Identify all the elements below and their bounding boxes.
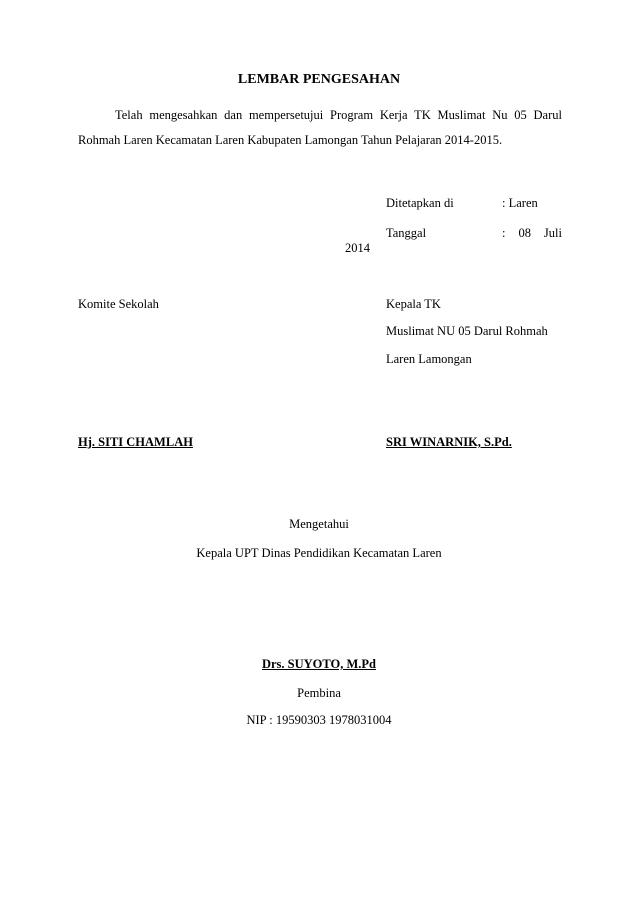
ditetapkan-value: : Laren [502,196,538,210]
tanggal-label: Tanggal [386,226,427,240]
komite-signatory-name: Hj. SITI CHAMLAH [78,435,193,449]
upt-position: Pembina [297,686,341,700]
intro-paragraph-line-2: Rohmah Laren Kecamatan Laren Kabupaten Lamongan Tahun Pelajaran 2014-2015. [78,133,503,147]
intro-paragraph-line-1: Telah mengesahkan dan mempersetujui Program Kerja TK Muslimat Nu 05 Darul [115,108,562,122]
komite-sekolah-title: Komite Sekolah [78,297,159,311]
tanggal-value [502,226,562,241]
kepala-upt-title: Kepala UPT Dinas Pendidikan Kecamatan Laren [196,546,442,560]
tanggal-year: 2014 [345,241,370,255]
kepala-tk-title-line-1: Kepala TK [386,297,441,311]
mengetahui-label: Mengetahui [289,517,349,531]
tanggal-day: 08 [518,226,531,240]
kepala-tk-title-line-3: Laren Lamongan [386,352,472,366]
upt-signatory [0,657,638,672]
document-title: LEMBAR PENGESAHAN [237,72,401,87]
tanggal-month: Juli [543,226,562,240]
kepala-tk-signatory-name: SRI WINARNIK, S.Pd. [386,435,512,449]
upt-nip: NIP : 19590303 1978031004 [246,713,392,727]
tanggal-colon: : [502,226,506,240]
ditetapkan-label: Ditetapkan di [386,196,454,210]
kepala-tk-title-line-2: Muslimat NU 05 Darul Rohmah [386,324,548,338]
upt-signatory-name: Drs. SUYOTO, M.Pd [261,657,376,671]
